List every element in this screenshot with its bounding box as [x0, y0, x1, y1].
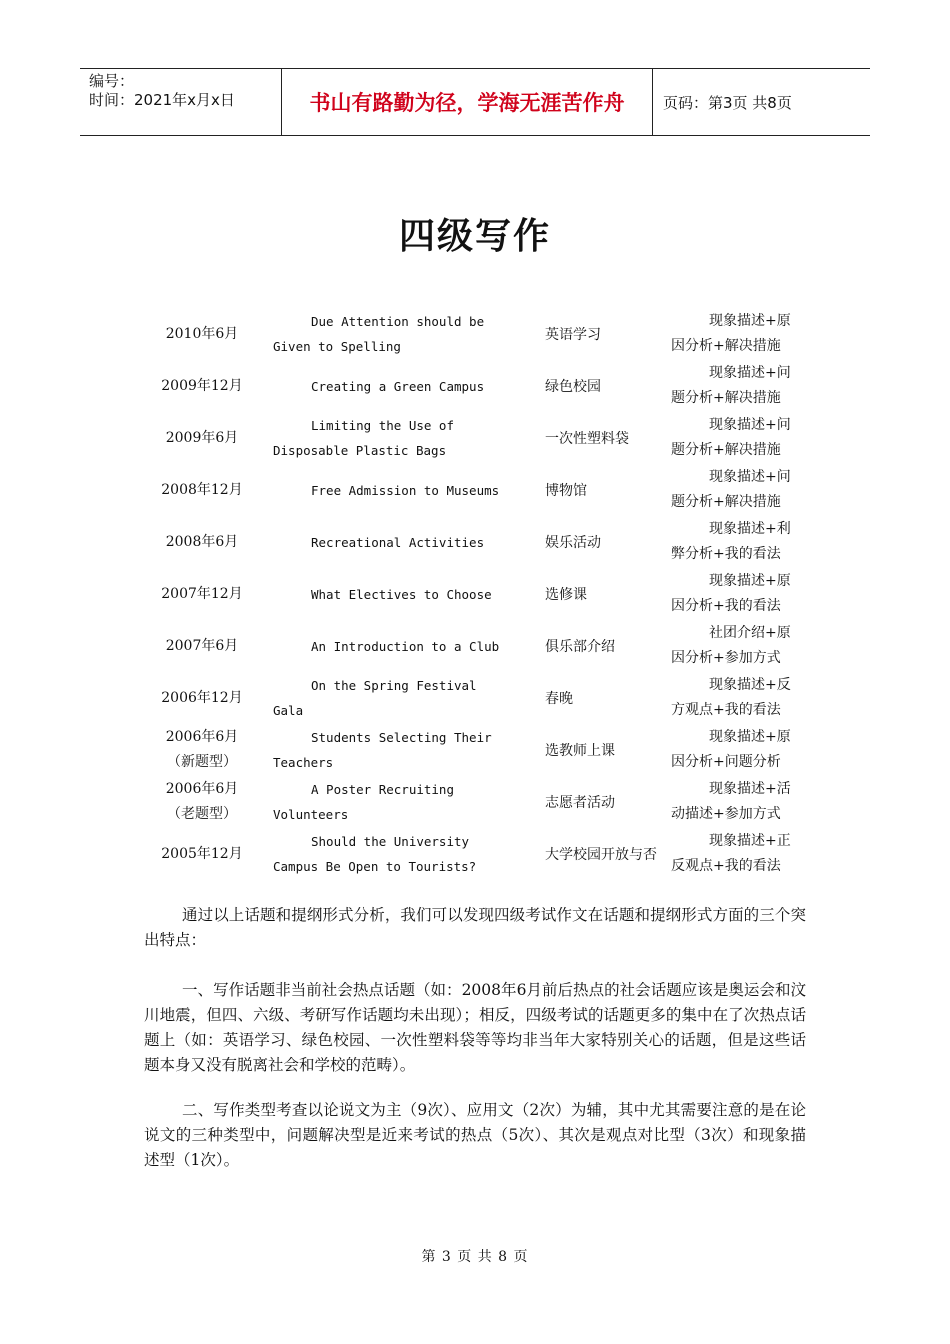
- page-footer: 第 3 页 共 8 页: [421, 1249, 529, 1265]
- outline-type: 现象描述+利弊分析+我的看法: [671, 521, 791, 562]
- exam-date: [140, 724, 264, 776]
- exam-date-main: 2009年12月: [161, 377, 243, 394]
- header-number-label: 编号：: [89, 72, 135, 90]
- table-row: [140, 412, 820, 464]
- exam-date: [140, 360, 264, 412]
- outline-type: 现象描述+问题分析+解决措施: [671, 469, 791, 510]
- exam-date-main: 2006年6月: [165, 729, 239, 745]
- table-row: [140, 568, 820, 620]
- exam-date-main: 2006年6月: [165, 781, 239, 797]
- outline-type: 现象描述+问题分析+解决措施: [671, 417, 791, 458]
- exam-topics-table: [140, 308, 820, 880]
- exam-date: [140, 672, 264, 724]
- table-row: [140, 308, 820, 360]
- topic-chinese: 绿色校园: [545, 379, 601, 395]
- outline-type: 现象描述+原因分析+问题分析: [671, 729, 791, 770]
- exam-date-main: 2008年6月: [165, 533, 239, 550]
- outline-type: 现象描述+问题分析+解决措施: [671, 365, 791, 406]
- essay-title: Should the University Campus Be Open to Tourists?: [273, 834, 477, 874]
- essay-title: Students Selecting Their Teachers: [273, 730, 492, 770]
- exam-date: [140, 412, 264, 464]
- header-motto: 书山有路勤为径，学海无涯苦作舟: [281, 69, 653, 135]
- exam-date-note: （老题型）: [167, 806, 237, 822]
- exam-date: [140, 776, 264, 828]
- table-row: [140, 360, 820, 412]
- outline-type: 现象描述+原因分析+解决措施: [671, 313, 791, 354]
- exam-date: [140, 464, 264, 516]
- topic-chinese: 俱乐部介绍: [545, 639, 615, 655]
- essay-title: Creating a Green Campus: [311, 378, 485, 394]
- paragraph-intro: 通过以上话题和提纲形式分析，我们可以发现四级考试作文在话题和提纲形式方面的三个突出特点：: [144, 906, 806, 949]
- exam-date-main: 2007年6月: [165, 637, 239, 654]
- essay-title: What Electives to Choose: [311, 586, 492, 602]
- topic-chinese: 一次性塑料袋: [545, 431, 629, 447]
- exam-date: [140, 308, 264, 360]
- exam-date-main: 2006年12月: [161, 689, 243, 706]
- exam-date-main: 2009年6月: [165, 429, 239, 446]
- topic-chinese: 英语学习: [545, 327, 601, 343]
- topic-chinese: 博物馆: [545, 483, 587, 499]
- page-header: [80, 68, 870, 136]
- exam-date-main: 2008年12月: [161, 481, 243, 498]
- outline-type: 现象描述+正反观点+我的看法: [671, 833, 791, 874]
- exam-date: [140, 516, 264, 568]
- topic-chinese: 娱乐活动: [545, 535, 601, 551]
- table-row: [140, 724, 820, 776]
- essay-title: Free Admission to Museums: [311, 482, 500, 498]
- table-row: [140, 776, 820, 828]
- essay-title: On the Spring Festival Gala: [273, 678, 477, 718]
- table-row: [140, 464, 820, 516]
- outline-type: 现象描述+活动描述+参加方式: [671, 781, 791, 822]
- exam-date-note: （新题型）: [167, 754, 237, 770]
- exam-date: [140, 620, 264, 672]
- document-title: 四级写作: [398, 216, 551, 257]
- header-page-info: 页码：第3页 共8页: [663, 93, 792, 112]
- header-meta: [80, 69, 281, 135]
- topic-chinese: 志愿者活动: [545, 795, 615, 811]
- paragraph-point-one: 一、写作话题非当前社会热点话题（如：2008年6月前后热点的社会话题应该是奥运会和汶川地震，但四、六级、考研写作话题均未出现）；相反，四级考试的话题更多的集中在了次热点话题上（如：英语学习、绿色校园、一次性塑料袋等等均非当年大家特别关心的话题，但是这些话题本身又没有脱离社会和学校的范畴）。: [144, 981, 806, 1074]
- header-time-label: 时间：2021年x月x日: [89, 91, 235, 109]
- topic-chinese: 选教师上课: [545, 743, 615, 759]
- table-row: [140, 672, 820, 724]
- topic-chinese: 大学校园开放与否: [545, 847, 657, 863]
- exam-date: [140, 828, 264, 880]
- exam-date-main: 2010年6月: [165, 325, 239, 342]
- essay-title: Recreational Activities: [311, 534, 485, 550]
- exam-date: [140, 568, 264, 620]
- table-row: [140, 828, 820, 880]
- essay-title: Due Attention should be Given to Spelling: [273, 314, 485, 354]
- outline-type: 现象描述+原因分析+我的看法: [671, 573, 791, 614]
- exam-date-main: 2007年12月: [161, 585, 243, 602]
- table-row: [140, 620, 820, 672]
- exam-date-main: 2005年12月: [161, 845, 243, 862]
- paragraph-point-two: 二、写作类型考查以论说文为主（9次）、应用文（2次）为辅，其中尤其需要注意的是在论说文的三种类型中，问题解决型是近来考试的热点（5次）、其次是观点对比型（3次）和现象描述型（1次）。: [144, 1101, 806, 1169]
- outline-type: 社团介绍+原因分析+参加方式: [671, 625, 791, 666]
- topic-chinese: 选修课: [545, 587, 587, 603]
- essay-title: Limiting the Use of Disposable Plastic Bags: [273, 418, 454, 458]
- essay-title: A Poster Recruiting Volunteers: [273, 782, 454, 822]
- topic-chinese: 春晚: [545, 691, 573, 707]
- table-row: [140, 516, 820, 568]
- outline-type: 现象描述+反方观点+我的看法: [671, 677, 791, 718]
- essay-title: An Introduction to a Club: [311, 638, 500, 654]
